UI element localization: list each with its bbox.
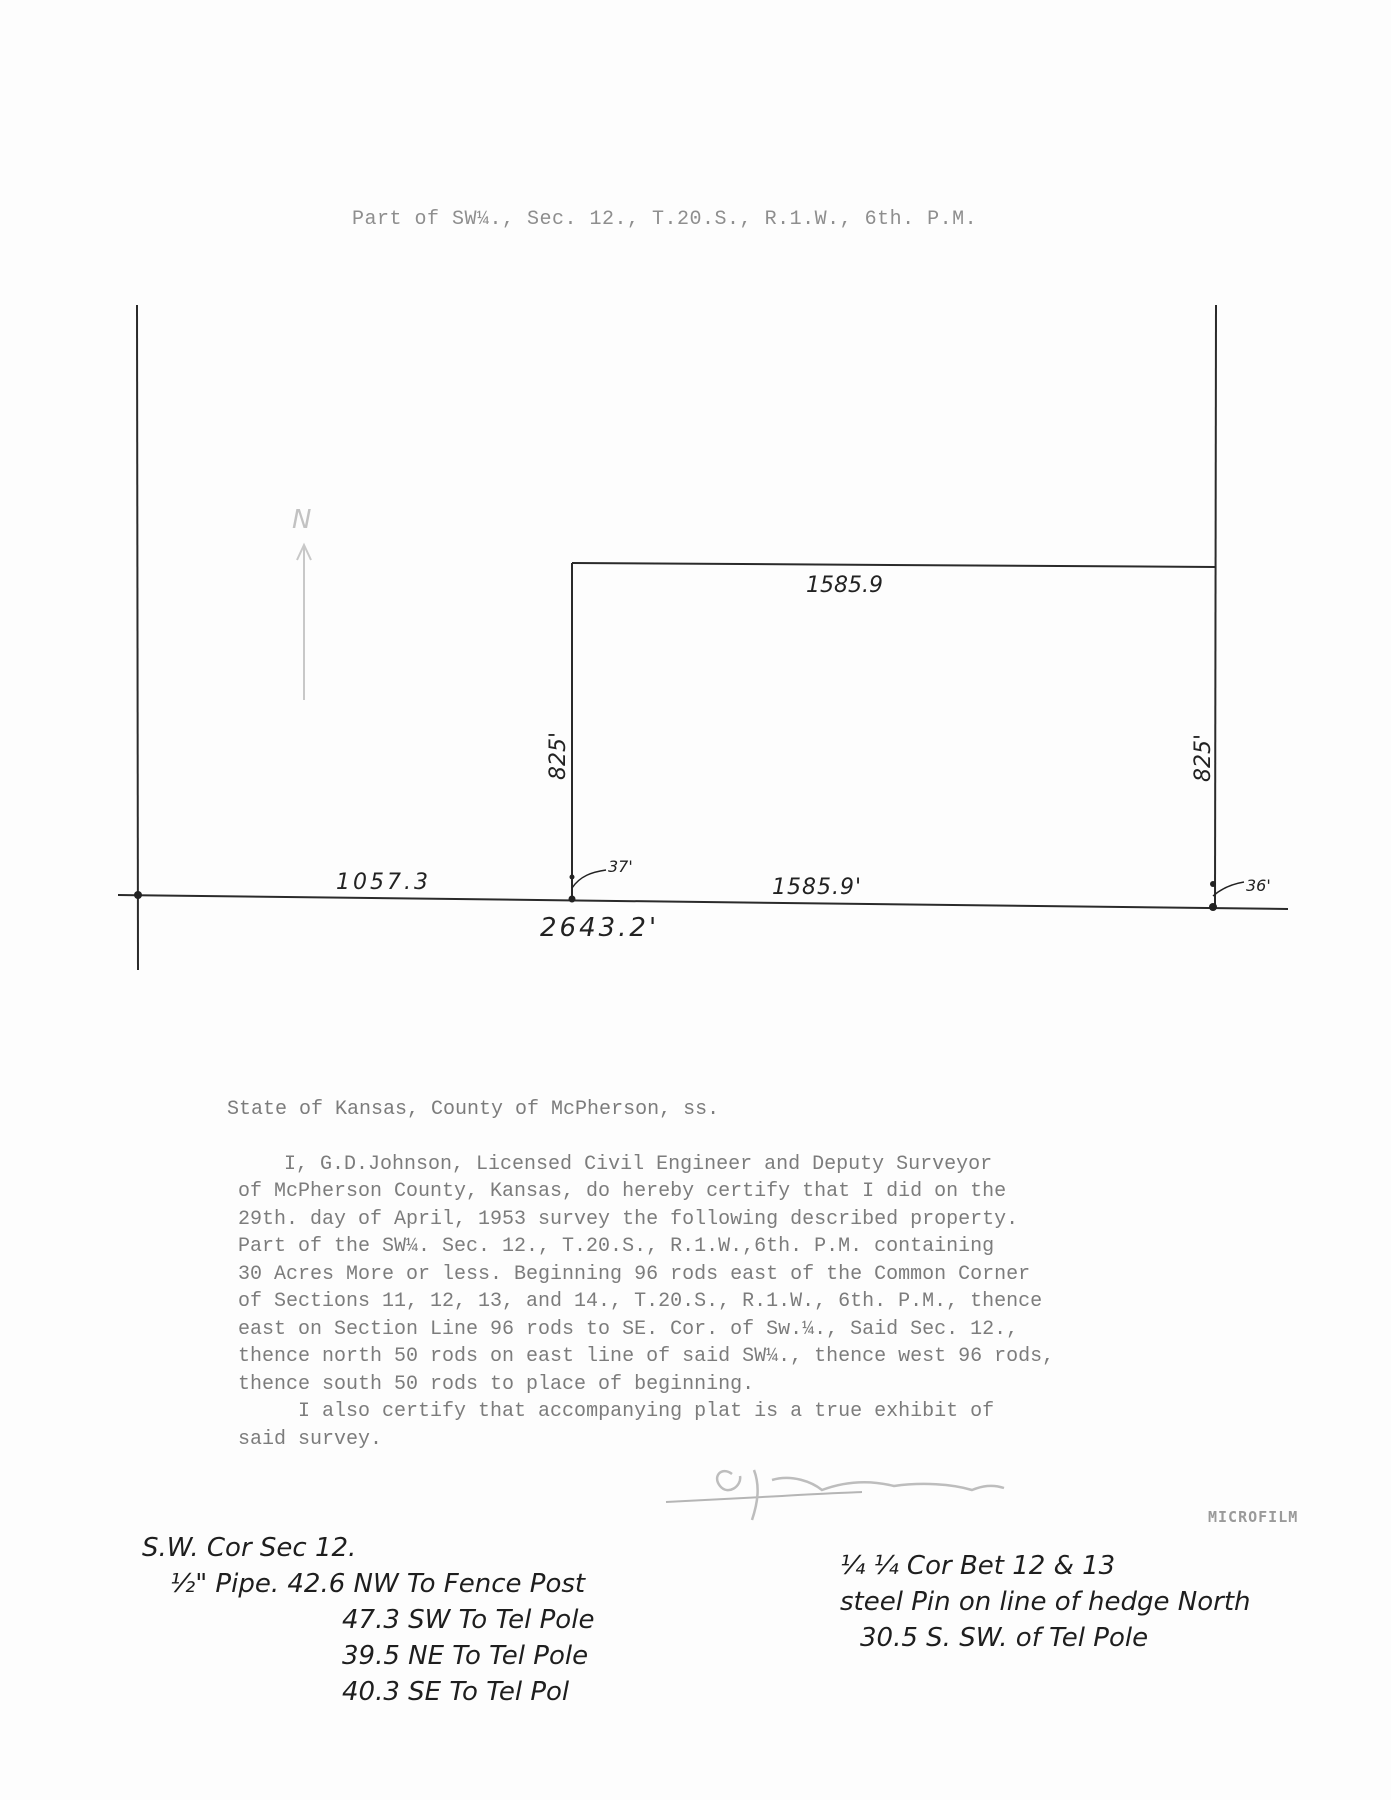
cert-line: I, G.D.Johnson, Licensed Civil Engineer and Deputy Surveyor: [224, 1152, 993, 1176]
cert-line: of McPherson County, Kansas, do hereby certify that I did on the: [238, 1180, 1007, 1203]
note-line: steel Pin on line of hedge North: [840, 1587, 1251, 1617]
cert-line: east on Section Line 96 rods to SE. Cor. of Sw.¼., Said Sec. 12.,: [238, 1317, 1019, 1341]
sw-corner-marker: [134, 891, 142, 899]
venue-line: State of Kansas, County of McPherson, ss.: [227, 1098, 720, 1121]
parcel-se-marker: [1209, 903, 1217, 911]
surveyor-signature: [662, 1456, 1042, 1536]
cert-line: I also certify that accompanying plat is a true exhibit of: [238, 1400, 995, 1423]
right-side-dimension: 825': [1191, 733, 1216, 782]
total-dimension: 2643.2': [540, 913, 660, 943]
certificate-text: [224, 1096, 1184, 1453]
left-offset-marker: [570, 875, 575, 880]
note-line: ¼ ¼ Cor Bet 12 & 13: [840, 1551, 1116, 1581]
note-line: 47.3 SW To Tel Pole: [342, 1605, 595, 1635]
left-section-line: [137, 305, 138, 970]
left-side-dimension: 825': [546, 731, 571, 780]
bottom-west-dimension: 1057.3: [336, 870, 431, 895]
parcel-sw-marker: [569, 896, 576, 903]
cert-line: said survey.: [238, 1427, 383, 1451]
note-line: ½" Pipe. 42.6 NW To Fence Post: [170, 1569, 586, 1599]
cert-line: thence south 50 rods to place of beginning.: [238, 1372, 755, 1396]
left-offset-label: 37': [608, 857, 633, 876]
left-offset-leader: [572, 870, 606, 888]
microfilm-stamp: MICROFILM: [1208, 1508, 1299, 1526]
cert-line: thence north 50 rods on east line of said SW¼., thence west 96 rods,: [238, 1345, 1055, 1368]
note-line: 30.5 S. SW. of Tel Pole: [860, 1623, 1149, 1653]
right-section-line: [1215, 305, 1216, 906]
top-dimension: 1585.9: [806, 573, 883, 598]
note-line: 39.5 NE To Tel Pole: [342, 1641, 589, 1671]
right-offset-label: 36': [1246, 876, 1271, 895]
parcel-north-line: [572, 563, 1216, 567]
bottom-parcel-dimension: 1585.9': [772, 875, 863, 900]
cert-line: Part of the SW¼. Sec. 12., T.20.S., R.1.W.,6th. P.M. containing: [238, 1235, 995, 1258]
cert-line: of Sections 11, 12, 13, and 14., T.20.S., R.1.W., 6th. P.M., thence: [238, 1290, 1043, 1313]
note-line: S.W. Cor Sec 12.: [142, 1533, 357, 1563]
right-offset-marker: [1210, 881, 1216, 887]
cert-line: 29th. day of April, 1953 survey the following described property.: [238, 1207, 1019, 1231]
bottom-section-line: [118, 895, 1288, 909]
document-title: Part of SW¼., Sec. 12., T.20.S., R.1.W., 6th. P.M.: [352, 208, 978, 231]
cert-line: 30 Acres More or less. Beginning 96 rods east of the Common Corner: [238, 1262, 1031, 1286]
sw-corner-notes: [142, 1530, 594, 1710]
quarter-corner-notes: [840, 1548, 1251, 1656]
north-label: N: [292, 505, 312, 535]
note-line: 40.3 SE To Tel Pol: [342, 1677, 570, 1707]
right-offset-leader: [1213, 882, 1244, 896]
